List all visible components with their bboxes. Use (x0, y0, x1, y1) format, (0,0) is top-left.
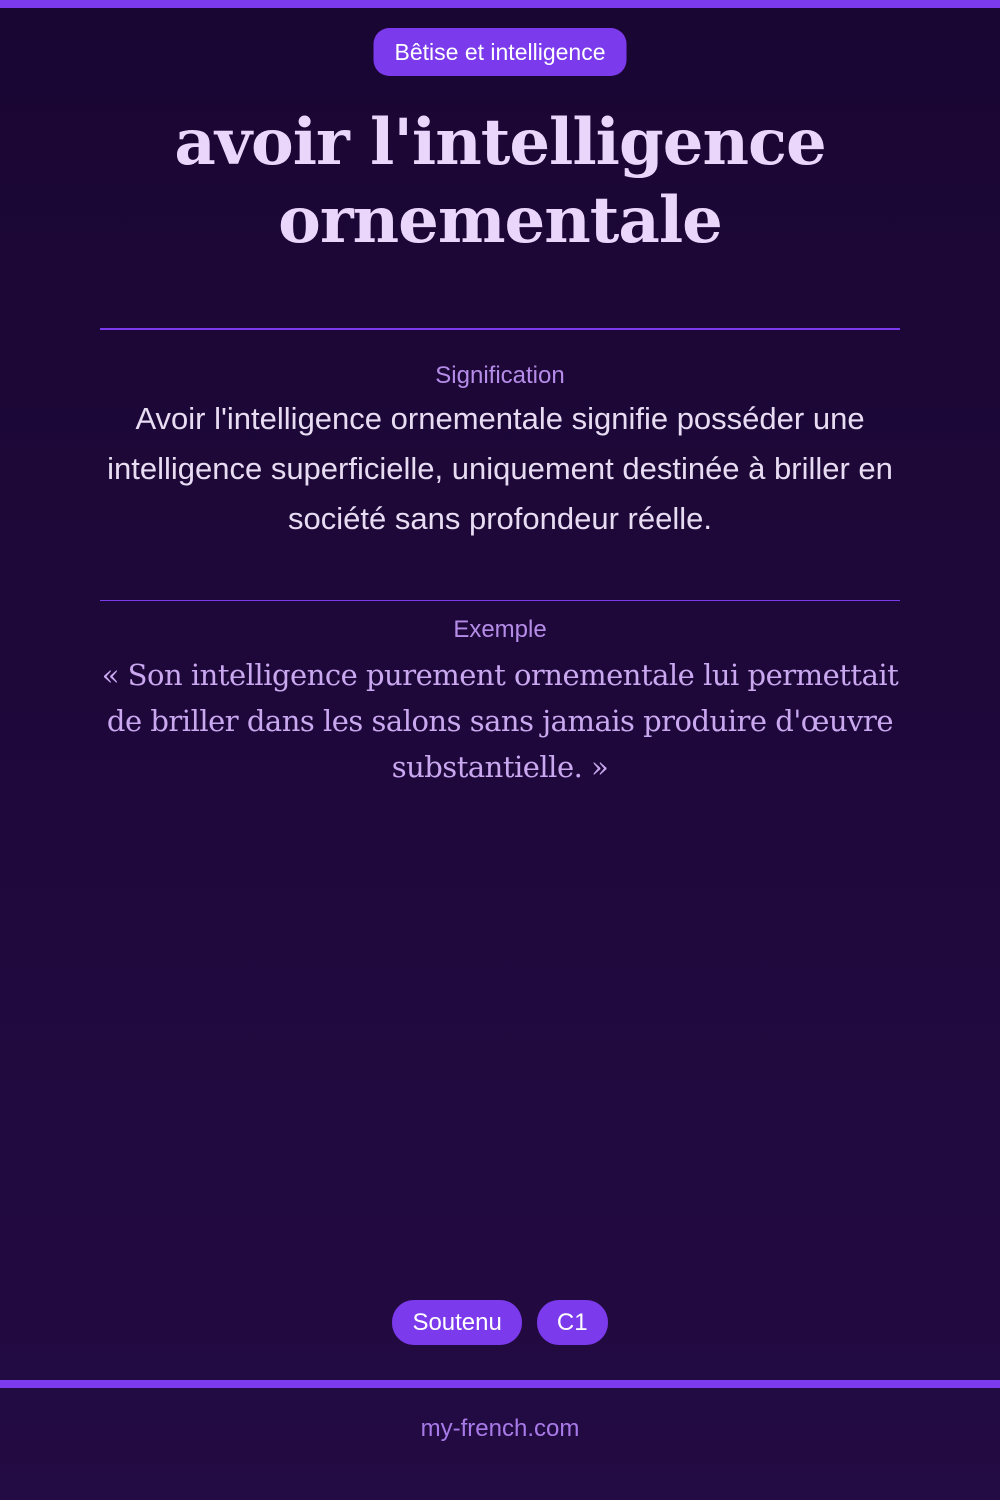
bottom-accent-bar (0, 1380, 1000, 1388)
top-accent-bar (0, 0, 1000, 8)
example-text: « Son intelligence purement ornementale lui permettait de briller dans les salons sans jamais produire d'œuvre substantielle. » (101, 658, 899, 784)
example-label: Exemple (453, 616, 547, 643)
meaning-label: Signification (435, 362, 565, 389)
divider (100, 600, 900, 601)
register-tag: Soutenu (392, 1300, 521, 1345)
category-badge: Bêtise et intelligence (374, 28, 627, 76)
tag-list (0, 1300, 1000, 1345)
level-tag: C1 (537, 1300, 608, 1345)
expression-title: avoir l'intelligence ornementale (174, 105, 826, 258)
site-footer: my-french.com (420, 1415, 580, 1442)
divider (100, 328, 900, 330)
meaning-text: Avoir l'intelligence ornementale signifie posséder une intelligence superficielle, uniquement destinée à briller en société sans profondeur réelle. (107, 401, 893, 536)
